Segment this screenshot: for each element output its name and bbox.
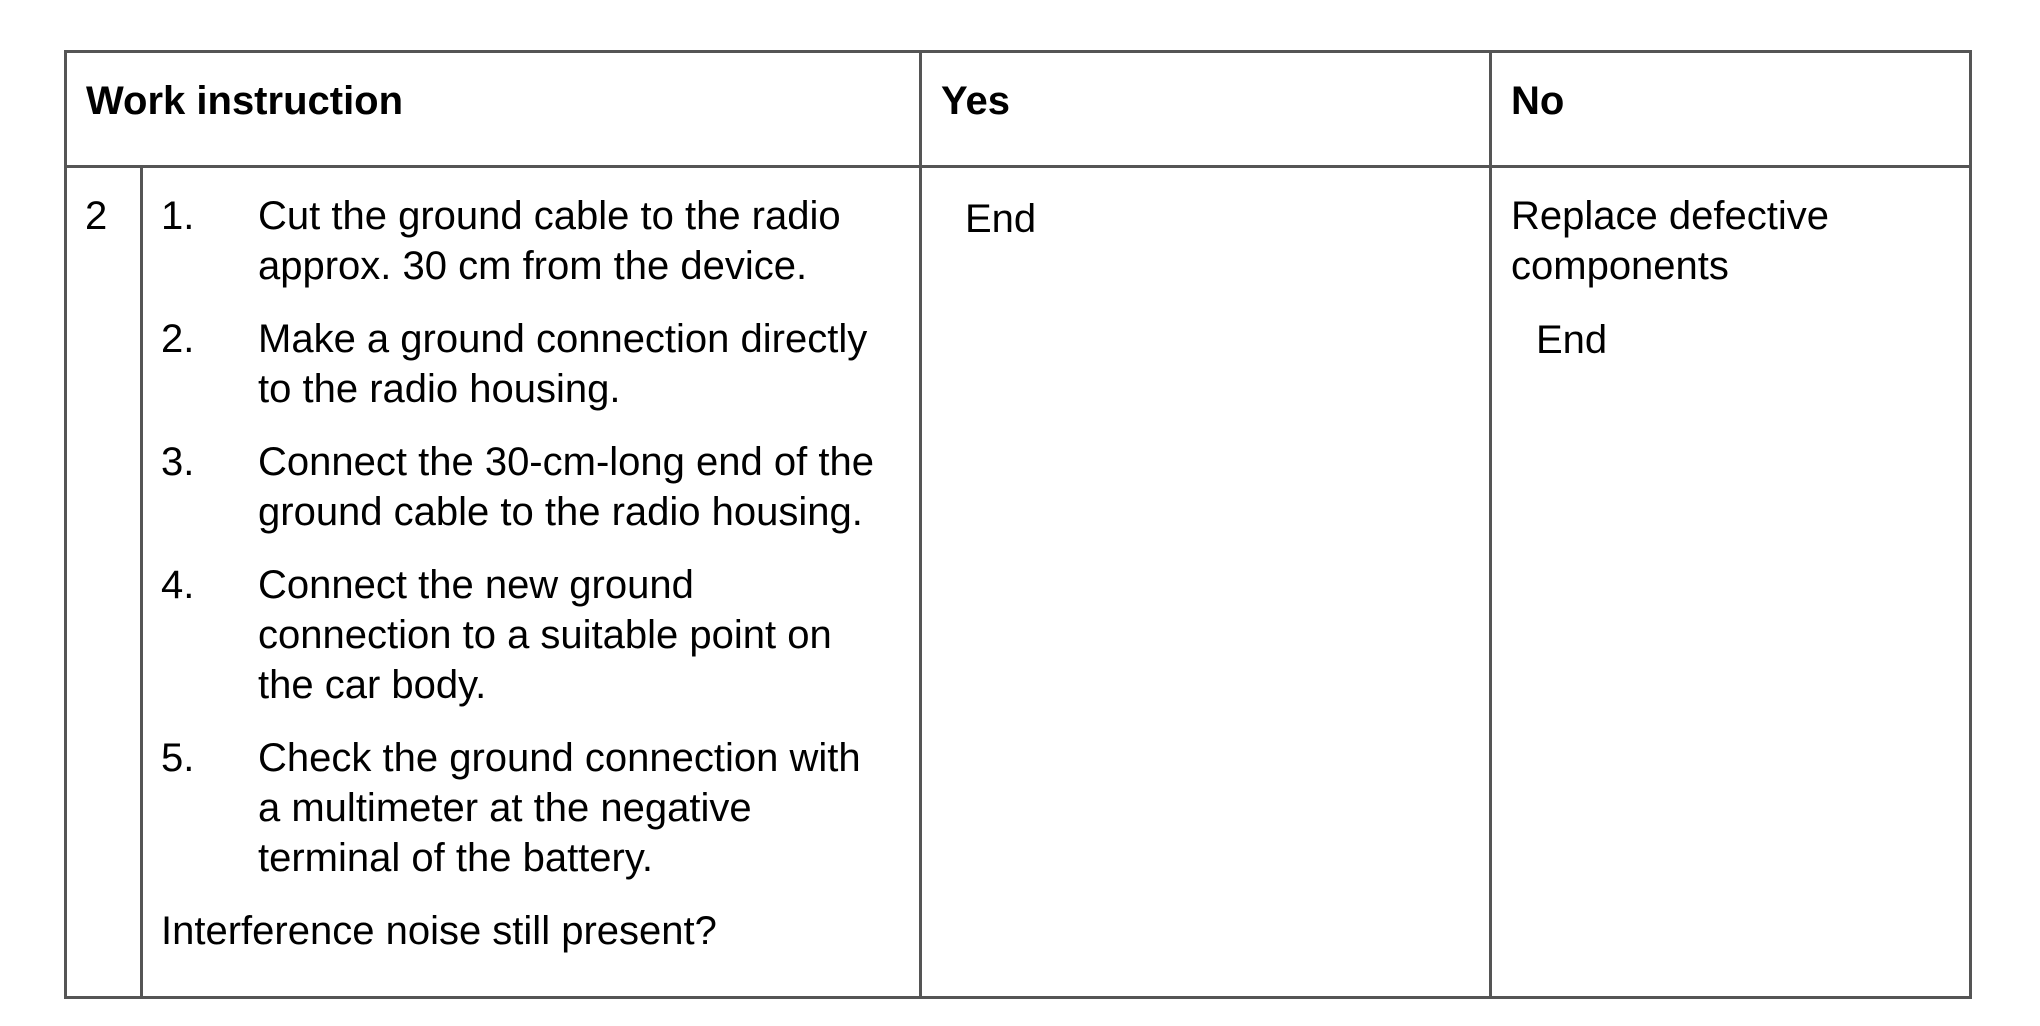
instruction-4-line-1: Connect the new ground xyxy=(258,563,694,607)
instruction-number-2: 2. xyxy=(161,317,195,361)
instruction-5-line-2: a multimeter at the negative xyxy=(258,786,752,830)
instruction-number-3: 3. xyxy=(161,440,195,484)
table-top-border xyxy=(64,50,1972,53)
header-bottom-border xyxy=(64,165,1972,168)
instruction-1-line-1: Cut the ground cable to the radio xyxy=(258,194,841,238)
no-result-line-1: Replace defective xyxy=(1511,194,1829,238)
question-text: Interference noise still present? xyxy=(161,909,717,953)
table-right-border xyxy=(1969,50,1972,999)
instruction-2-line-1: Make a ground connection directly xyxy=(258,317,868,361)
header-no: No xyxy=(1511,79,1565,123)
table-bottom-border xyxy=(64,996,1972,999)
no-column-divider xyxy=(1489,50,1492,999)
step-number: 2 xyxy=(85,194,108,238)
instruction-3-line-2: ground cable to the radio housing. xyxy=(258,490,863,534)
instruction-number-1: 1. xyxy=(161,194,195,238)
yes-column-divider xyxy=(919,50,922,999)
instruction-4-line-3: the car body. xyxy=(258,663,487,707)
instruction-2-line-2: to the radio housing. xyxy=(258,367,621,411)
step-number-divider xyxy=(140,166,143,998)
yes-result: End xyxy=(965,197,1037,241)
instruction-number-4: 4. xyxy=(161,563,195,607)
instruction-3-line-1: Connect the 30-cm-long end of the xyxy=(258,440,874,484)
table-left-border xyxy=(64,50,67,999)
instruction-1-line-2: approx. 30 cm from the device. xyxy=(258,244,808,288)
instruction-4-line-2: connection to a suitable point on xyxy=(258,613,832,657)
instruction-number-5: 5. xyxy=(161,736,195,780)
header-work-instruction: Work instruction xyxy=(86,79,404,123)
instruction-5-line-1: Check the ground connection with xyxy=(258,736,861,780)
no-end: End xyxy=(1536,318,1608,362)
header-yes: Yes xyxy=(941,79,1010,123)
instruction-5-line-3: terminal of the battery. xyxy=(258,836,653,880)
no-result-line-2: components xyxy=(1511,244,1729,288)
